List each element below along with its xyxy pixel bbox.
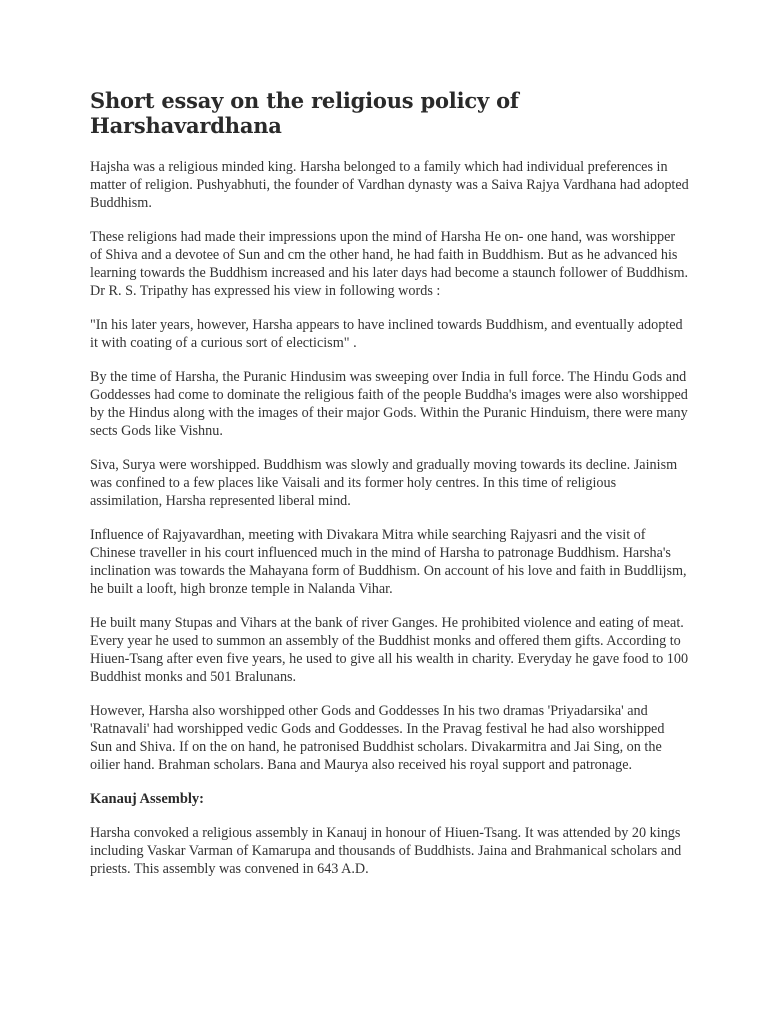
document-page <box>90 88 690 894</box>
section-heading-kanauj: Kanauj Assembly: <box>90 791 205 807</box>
paragraph-other-gods: However, Harsha also worshipped other Gods and Goddesses In his two dramas 'Priyadarsika' and 'Ratnavali' had worshipped vedic Gods and Goddesses. In the Pravag festival he had also worshipped Sun and Shiva. If on the on hand, he patronised Buddhist scholars. Divakarmitra and Jai Sing, on the oilier hand. Brahman scholars. Bana and Maurya also received his royal support and patronage. <box>90 703 665 773</box>
paragraph-impressions: These religions had made their impressions upon the mind of Harsha He on- one hand, was worshipper of Shiva and a devotee of Sun and cm the other hand, he had faith in Buddhism. But as he advanced his learning towards the Buddhism increased and his later days had become a staunch follower of Buddhism. Dr R. S. Tripathy has expressed his view in following words : <box>90 229 689 299</box>
paragraph-influence: Influence of Rajyavardhan, meeting with Divakara Mitra while searching Rajyasri and the visit of Chinese traveller in his court influenced much in the mind of Harsha to patronage Buddhism. Harsha's inclination was towards the Mahayana form of Buddhism. On account of his love and faith in Buddlijsm, he built a looft, high bronze temple in Nalanda Vihar. <box>90 527 687 597</box>
paragraph-puranic-hinduism: By the time of Harsha, the Puranic Hindusim was sweeping over India in full force. The Hindu Gods and Goddesses had come to dominate the religious faith of the people Buddha's images were also worshipped by the Hindus along with the images of their major Gods. Within the Puranic Hinduism, there were many sects Gods like Vishnu. <box>90 369 688 439</box>
paragraph-stupas: He built many Stupas and Vihars at the bank of river Ganges. He prohibited violence and eating of meat. Every year he used to summon an assembly of the Buddhist monks and offered them gifts. According to Hiuen-Tsang after even five years, he used to give all his wealth in charity. Everyday he gave food to 100 Buddhist monks and 501 Bralunans. <box>90 615 689 685</box>
paragraph-kanauj-assembly: Harsha convoked a religious assembly in Kanauj in honour of Hiuen-Tsang. It was attended by 20 kings including Vaskar Varman of Kamarupa and thousands of Buddhists. Jaina and Brahmanical scholars and priests. This assembly was convened in 643 A.D. <box>90 825 682 877</box>
paragraph-intro: Hajsha was a religious minded king. Harsha belonged to a family which had individual preferences in matter of religion. Pushyabhuti, the founder of Vardhan dynasty was a Saiva Rajya Vardhana had adopted Buddhism. <box>90 159 689 211</box>
page-title: Short essay on the religious policy of Harshavardhana <box>90 88 519 138</box>
paragraph-siva-surya: Siva, Surya were worshipped. Buddhism was slowly and gradually moving towards its decline. Jainism was confined to a few places like Vaisali and its former holy centres. In this time of religious assimilation, Harsha represented liberal mind. <box>90 457 678 509</box>
paragraph-quote: "In his later years, however, Harsha appears to have inclined towards Buddhism, and eventually adopted it with coating of a curious sort of electicism" . <box>90 317 683 351</box>
